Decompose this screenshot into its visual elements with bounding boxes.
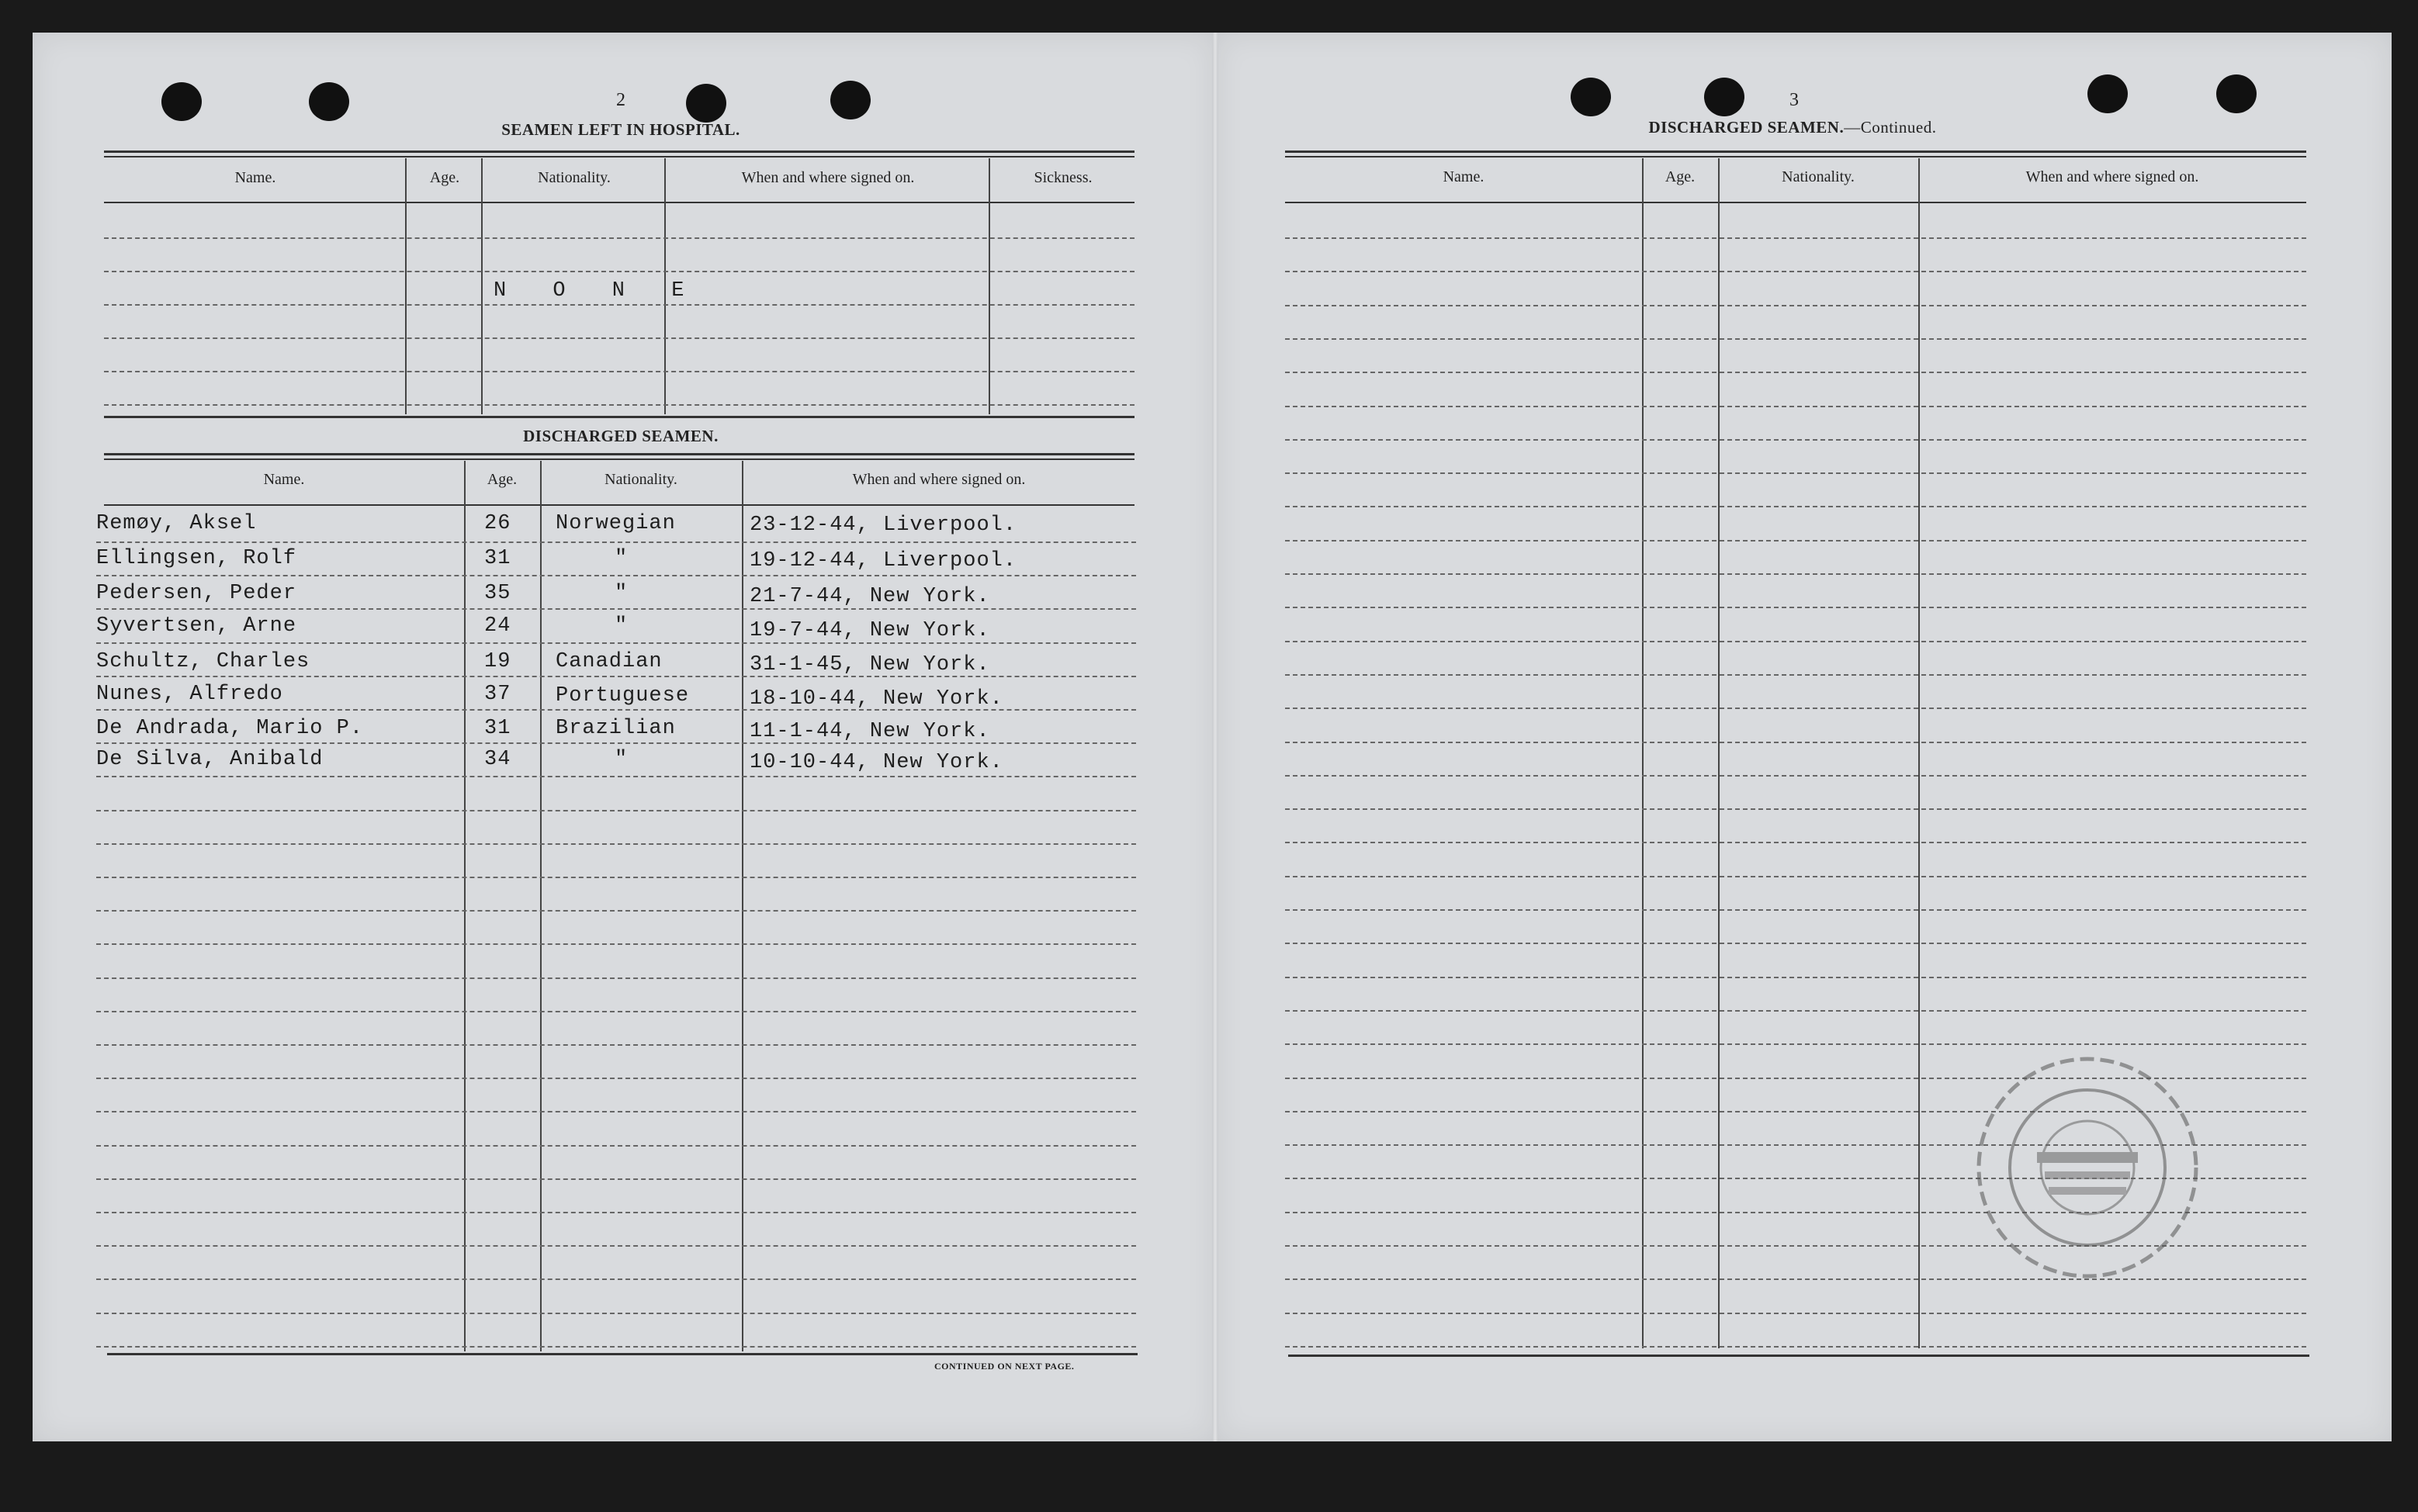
col-head-age: Age. [1665, 168, 1696, 185]
none-entry: N O N E [494, 279, 701, 303]
seaman-nationality: Norwegian [556, 512, 676, 535]
ruled-line [1285, 708, 2306, 709]
col-divider [989, 158, 990, 414]
seaman-name: De Andrada, Mario P. [96, 717, 364, 740]
ruled-line [1285, 808, 2306, 810]
col-divider [481, 158, 483, 414]
col-head-signed-on: When and where signed on. [741, 169, 915, 186]
seaman-nationality: Brazilian [556, 717, 676, 740]
rule [1285, 156, 2306, 157]
seaman-name: De Silva, Anibald [96, 748, 324, 771]
page-number: 2 [616, 90, 625, 110]
ruled-line [1285, 977, 2306, 978]
seaman-signed-on: 19-12-44, Liverpool. [750, 549, 1017, 573]
rule [104, 151, 1135, 153]
seaman-nationality: Canadian [556, 650, 663, 673]
seaman-age: 24 [484, 614, 511, 638]
ruled-line [1285, 372, 2306, 373]
ruled-line [1285, 1313, 2306, 1314]
seaman-name: Schultz, Charles [96, 650, 310, 673]
seaman-age: 19 [484, 650, 511, 673]
seaman-signed-on: 10-10-44, New York. [750, 751, 1003, 774]
ruled-line [1285, 305, 2306, 306]
ruled-line [96, 1346, 1136, 1348]
rule [104, 416, 1135, 418]
rule [1285, 202, 2306, 203]
ruled-line [96, 1278, 1136, 1280]
ruled-line [96, 1178, 1136, 1180]
ruled-line [96, 943, 1136, 945]
col-divider [1718, 158, 1720, 1348]
ruled-line [104, 271, 1135, 272]
rule [107, 1353, 1138, 1355]
ruled-line [1285, 842, 2306, 843]
rule [1285, 151, 2306, 153]
ruled-line [96, 575, 1136, 576]
ruled-line [1285, 472, 2306, 474]
title-suffix: —Continued. [1844, 118, 1937, 137]
ruled-line [1285, 1010, 2306, 1012]
seaman-age: 26 [484, 512, 511, 535]
ruled-line [1285, 540, 2306, 541]
col-head-age: Age. [487, 471, 518, 488]
ruled-line [1285, 1346, 2306, 1348]
col-divider [742, 461, 743, 1351]
right-page [1215, 33, 2392, 1441]
ruled-line [1285, 506, 2306, 507]
punch-hole [2216, 74, 2257, 113]
discharged-section-title: DISCHARGED SEAMEN. [523, 427, 719, 445]
ruled-line [96, 877, 1136, 878]
col-divider [405, 158, 407, 414]
ruled-line [1285, 1043, 2306, 1045]
ruled-line [104, 337, 1135, 339]
ruled-line [1285, 271, 2306, 272]
punch-hole [309, 82, 349, 121]
ruled-line [1285, 573, 2306, 575]
col-divider [464, 461, 466, 1351]
col-head-nationality: Nationality. [604, 471, 677, 488]
ruled-line [96, 1111, 1136, 1112]
ruled-line [1285, 237, 2306, 239]
ruled-line [1285, 742, 2306, 743]
col-head-signed-on: When and where signed on. [2025, 168, 2199, 185]
rule [104, 458, 1135, 460]
ruled-line [96, 1245, 1136, 1247]
seaman-name: Nunes, Alfredo [96, 683, 283, 706]
seaman-signed-on: 23-12-44, Liverpool. [750, 514, 1017, 537]
ruled-line [1285, 641, 2306, 642]
ruled-line [96, 1313, 1136, 1314]
punch-hole [1571, 78, 1611, 116]
col-head-name: Name. [263, 471, 305, 488]
seaman-signed-on: 19-7-44, New York. [750, 619, 990, 642]
seaman-name: Ellingsen, Rolf [96, 547, 297, 570]
col-divider [1918, 158, 1920, 1348]
page-gutter [1212, 33, 1218, 1441]
col-head-name: Name. [1443, 168, 1484, 185]
title-main: DISCHARGED SEAMEN. [1648, 118, 1845, 137]
ruled-line [1285, 775, 2306, 777]
ruled-line [1285, 406, 2306, 407]
punch-hole [2087, 74, 2128, 113]
ruled-line [1285, 338, 2306, 340]
ruled-line [1285, 909, 2306, 911]
ruled-line [1285, 876, 2306, 877]
ruled-line [96, 977, 1136, 979]
rule [104, 504, 1135, 506]
continued-note: CONTINUED ON NEXT PAGE. [934, 1361, 1075, 1372]
ruled-line [104, 404, 1135, 406]
punch-hole [1704, 78, 1744, 116]
seaman-signed-on: 31-1-45, New York. [750, 653, 990, 676]
ruled-line [96, 810, 1136, 811]
seaman-name: Remøy, Aksel [96, 512, 257, 535]
hospital-section-title: SEAMEN LEFT IN HOSPITAL. [501, 120, 740, 139]
ruled-line [96, 1044, 1136, 1046]
ruled-line [1285, 943, 2306, 944]
rule [1288, 1355, 2309, 1357]
col-head-name: Name. [234, 169, 276, 186]
rule [104, 453, 1135, 455]
rule [104, 156, 1135, 157]
col-divider [540, 461, 542, 1351]
col-head-sickness: Sickness. [1034, 169, 1093, 186]
punch-hole [161, 82, 202, 121]
ruled-line [96, 608, 1136, 610]
seaman-name: Pedersen, Peder [96, 582, 297, 605]
ruled-line [96, 910, 1136, 912]
ruled-line [104, 237, 1135, 239]
seaman-signed-on: 11-1-44, New York. [750, 720, 990, 743]
ruled-line [104, 304, 1135, 306]
seaman-nationality: Portuguese [556, 684, 690, 708]
rule [104, 202, 1135, 203]
ruled-line [1285, 607, 2306, 608]
ruled-line [96, 776, 1136, 777]
seaman-nationality: " [615, 547, 629, 570]
ruled-line [96, 843, 1136, 845]
seaman-signed-on: 18-10-44, New York. [750, 687, 1003, 711]
col-head-nationality: Nationality. [1782, 168, 1855, 185]
ruled-line [96, 1011, 1136, 1012]
ruled-line [1285, 439, 2306, 441]
received-stamp [1963, 1051, 2212, 1284]
seaman-nationality: " [615, 748, 629, 771]
ruled-line [96, 1078, 1136, 1079]
ruled-line [96, 1212, 1136, 1213]
seaman-nationality: " [615, 614, 629, 638]
col-head-nationality: Nationality. [538, 169, 611, 186]
ruled-line [1285, 674, 2306, 676]
seaman-age: 31 [484, 547, 511, 570]
punch-hole [686, 84, 726, 123]
seaman-signed-on: 21-7-44, New York. [750, 585, 990, 608]
seaman-age: 34 [484, 748, 511, 771]
seaman-nationality: " [615, 582, 629, 605]
ruled-line [104, 371, 1135, 372]
punch-hole [830, 81, 871, 119]
seaman-age: 31 [484, 717, 511, 740]
ruled-line [96, 1145, 1136, 1147]
discharged-continued-title [1521, 118, 2064, 137]
col-head-age: Age. [429, 169, 460, 186]
seaman-age: 35 [484, 582, 511, 605]
col-head-signed-on: When and where signed on. [852, 471, 1026, 488]
ruled-line [96, 541, 1136, 543]
page-number: 3 [1789, 90, 1799, 110]
seaman-age: 37 [484, 683, 511, 706]
col-divider [1642, 158, 1644, 1348]
seaman-name: Syvertsen, Arne [96, 614, 297, 638]
